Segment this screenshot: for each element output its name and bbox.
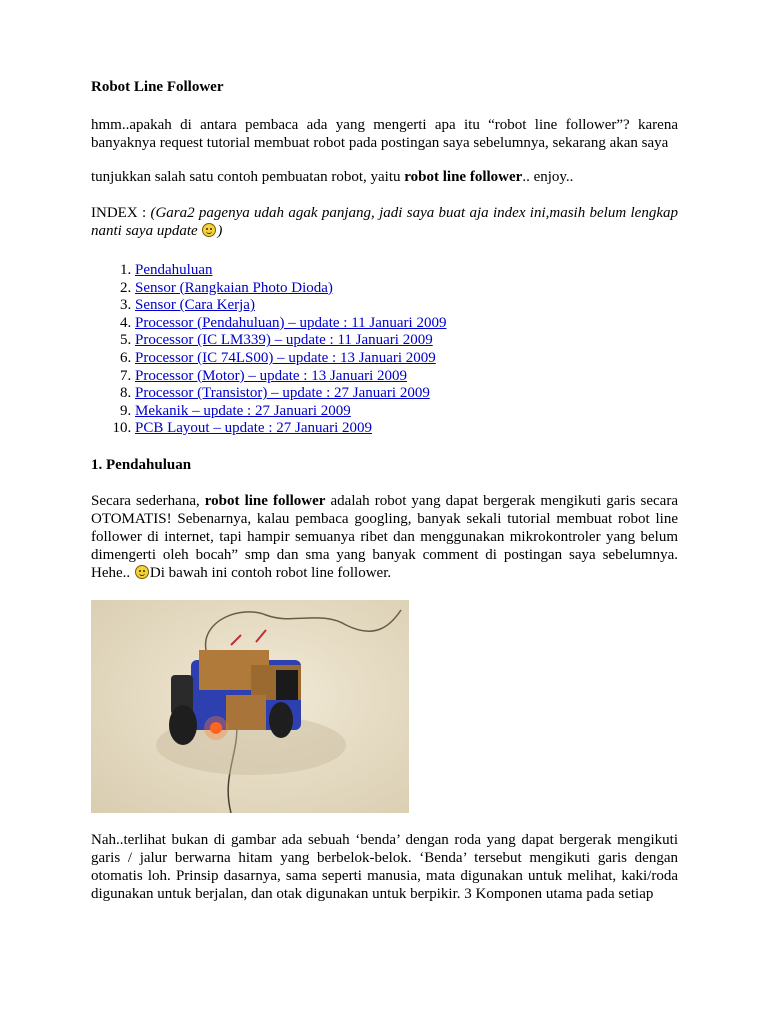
index-item <box>135 332 678 350</box>
index-link-sensor-cara-kerja[interactable]: Sensor (Cara Kerja) <box>135 297 255 314</box>
index-link-pendahuluan[interactable]: Pendahuluan <box>135 262 213 278</box>
index-item <box>135 280 678 298</box>
index-item <box>135 403 678 421</box>
robot-photo <box>91 600 409 813</box>
index-list <box>91 262 678 438</box>
index-item <box>135 385 678 403</box>
index-link-mekanik[interactable]: Mekanik – update : 27 Januari 2009 <box>135 402 351 419</box>
index-item <box>135 297 678 315</box>
smiley-icon <box>202 223 216 237</box>
intro-text-3: .. enjoy.. <box>522 169 574 185</box>
index-link-processor-motor[interactable]: Processor (Motor) – update : 13 Januari 2009 <box>135 367 408 384</box>
intro-paragraph <box>91 116 678 152</box>
section-bold: robot line follower <box>204 492 326 509</box>
index-intro <box>91 204 678 240</box>
index-item <box>135 262 678 280</box>
index-link-processor-transistor[interactable]: Processor (Transistor) – update : 27 Januari 2009 <box>135 385 430 402</box>
index-link-processor-pendahuluan[interactable]: Processor (Pendahuluan) – update : 11 Januari 2009 <box>135 314 447 331</box>
article-title: Robot Line Follower <box>91 79 224 95</box>
robot-photo-drawing <box>91 600 409 813</box>
index-item <box>135 420 678 438</box>
intro-bold: robot line follower <box>404 169 523 185</box>
index-item <box>135 350 678 368</box>
intro-text-2: tunjukkan salah satu contoh pembuatan robot, yaitu <box>91 169 405 185</box>
index-item <box>135 315 678 333</box>
index-label: INDEX : <box>91 205 151 221</box>
section-paragraph-2: Nah..terlihat bukan di gambar ada sebuah ‘benda’ dengan roda yang dapat bergerak mengikuti garis / jalur berwarna hitam yang berbelok-belok. ‘Benda’ tersebut mengikuti garis dengan otomatis loh. Prinsip dasarnya, sama seperti manusia, mata digunakan untuk melihat, kaki/roda digunakan untuk berjalan, dan otak digunakan untuk berpikir. 3 Komponen utama pada setiap <box>91 831 678 902</box>
section-heading: 1. Pendahuluan <box>91 456 192 473</box>
intro-text: hmm..apakah di antara pembaca ada yang mengerti apa itu “robot line follower”? karena banyaknya request tutorial membuat robot pada postingan saya sebelumnya, sekarang akan saya <box>91 117 678 151</box>
intro-paragraph-2 <box>91 168 678 186</box>
index-link-sensor-rangkaian[interactable]: Sensor (Rangkaian Photo Dioda) <box>135 279 333 296</box>
article-body <box>91 78 678 903</box>
index-link-processor-lm339[interactable]: Processor (IC LM339) – update : 11 Januari 2009 <box>135 332 433 349</box>
smiley-icon <box>135 565 149 579</box>
index-note: (Gara2 pagenya udah agak panjang, jadi saya buat aja index ini,masih belum lengkap nanti saya update ) <box>91 205 678 239</box>
index-link-pcb-layout[interactable]: PCB Layout – update : 27 Januari 2009 <box>135 420 373 437</box>
index-item <box>135 368 678 386</box>
index-link-processor-74ls00[interactable]: Processor (IC 74LS00) – update : 13 Januari 2009 <box>135 349 436 366</box>
section-paragraph: Secara sederhana, robot line follower adalah robot yang dapat bergerak mengikuti garis secara OTOMATIS! Sebenarnya, kalau pembaca googling, banyak sekali tutorial membuat robot line follower di internet, tapi hampir semuanya ribet dan menggunakan mikrokontroler yang belum dimengerti oleh bocah” smp dan sma yang banyak comment di postingan saya sebelumnya. Hehe.. Di bawah ini contoh robot line follower. <box>91 492 678 581</box>
